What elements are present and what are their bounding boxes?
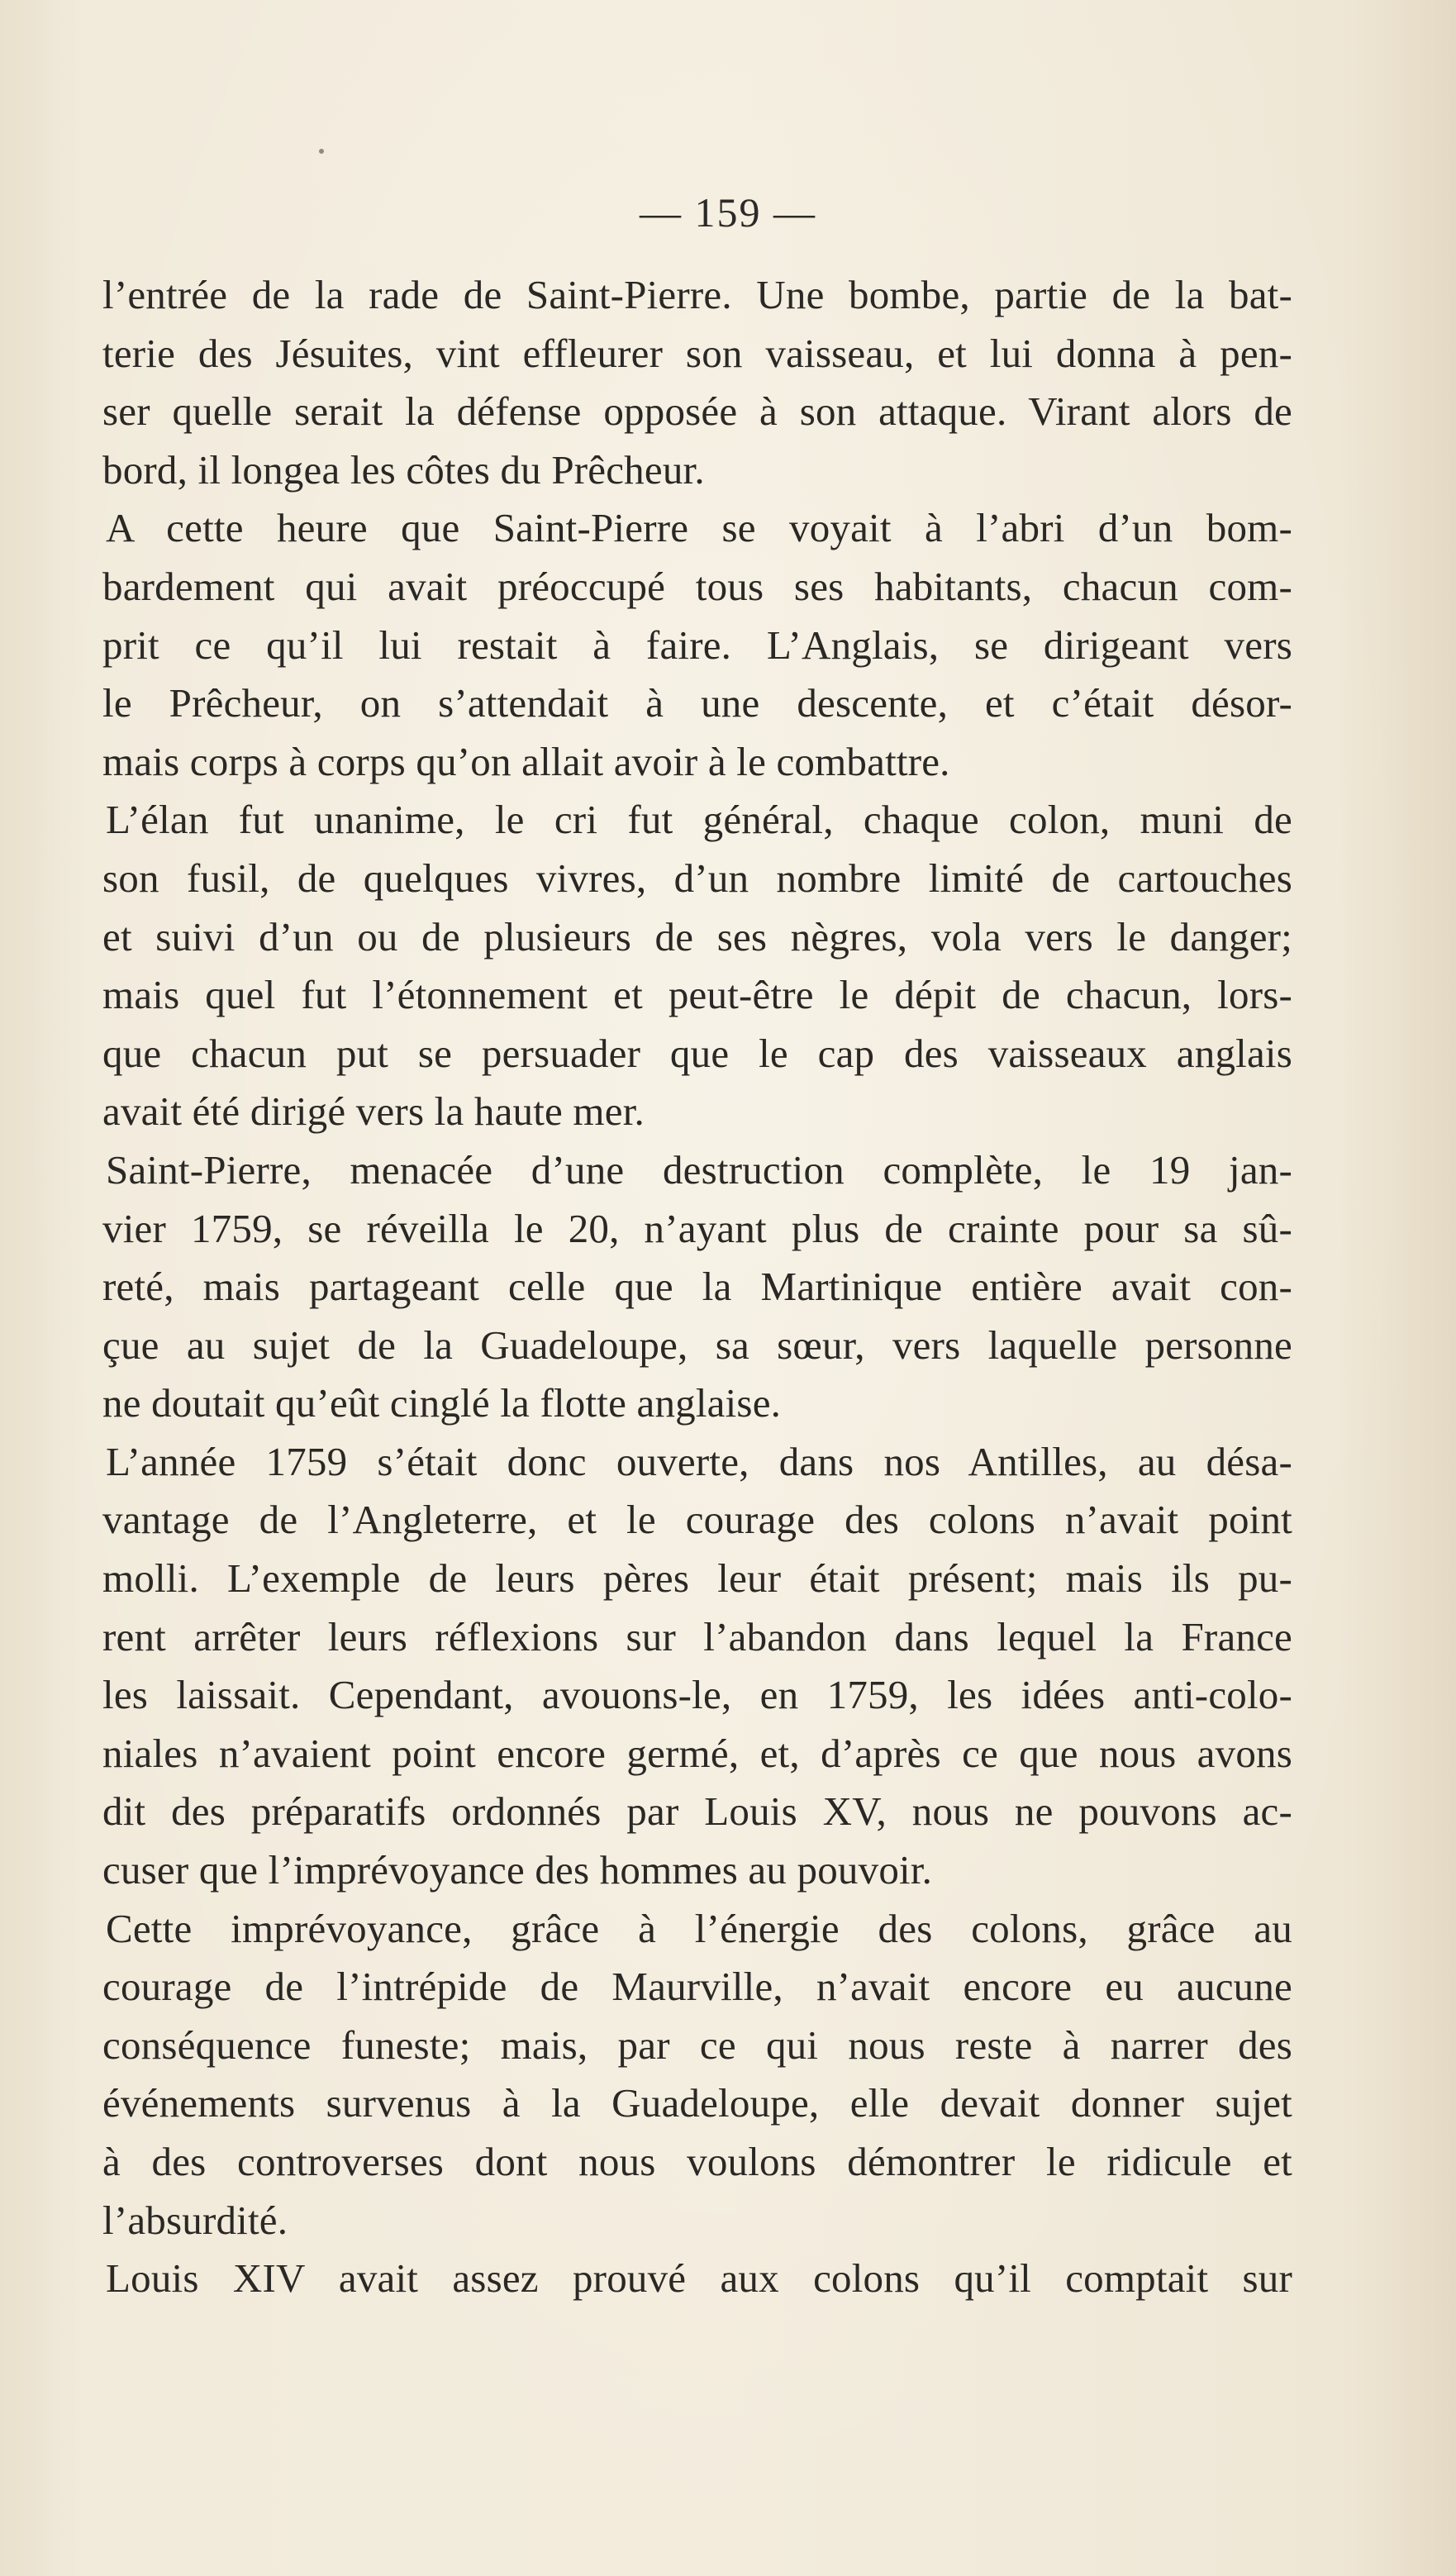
text-line: vantage de l’Angleterre, et le courage des colons n’avait point [102,1497,1292,1543]
text-line: Louis XIV avait assez prouvé aux colons qu’il comptait sur [106,2255,1292,2302]
text-line: l’entrée de la rade de Saint-Pierre. Une bombe, partie de la bat- [102,272,1292,317]
text-line: rent arrêter leurs réflexions sur l’abandon dans lequel la France [102,1613,1292,1659]
text-line: à des controverses dont nous voulons démontrer le ridicule et [102,2139,1292,2184]
text-line: A cette heure que Saint-Pierre se voyait à l’abri d’un bom- [106,505,1292,551]
text-line: son fusil, de quelques vivres, d’un nombre limité de cartouches [102,855,1292,901]
text-line: le Prêcheur, on s’attendait à une descente, et c’était désor- [102,680,1292,726]
ink-speck [319,149,324,154]
body-text [102,266,1292,2308]
text-line: Saint-Pierre, menacée d’une destruction complète, le 19 jan- [106,1146,1292,1193]
page-number: — 159 — [640,189,816,236]
text-line: çue au sujet de la Guadeloupe, sa sœur, vers laquelle personne [102,1321,1292,1368]
text-line: ne doutait qu’eût cinglé la flotte anglaise. [102,1380,782,1426]
text-line: reté, mais partageant celle que la Martinique entière avait con- [102,1264,1292,1310]
text-line: mais quel fut l’étonnement et peut-être le dépit de chacun, lors- [102,972,1292,1018]
text-line: molli. L’exemple de leurs pères leur était présent; mais ils pu- [102,1555,1292,1602]
text-line: et suivi d’un ou de plusieurs de ses nègres, vola vers le danger; [102,913,1292,959]
text-line: ser quelle serait la défense opposée à son attaque. Virant alors de [102,388,1292,435]
text-line: avait été dirigé vers la haute mer. [102,1088,645,1135]
paragraph [102,2250,1292,2308]
paragraph [102,1900,1292,2250]
text-line: dit des préparatifs ordonnés par Louis XV, nous ne pouvons ac- [102,1788,1292,1835]
text-line: bord, il longea les côtes du Prêcheur. [102,446,705,493]
text-line: conséquence funeste; mais, par ce qui nous reste à narrer des [102,2021,1292,2068]
text-line: l’absurdité. [102,2197,288,2243]
text-line: niales n’avaient point encore germé, et, d’après ce que nous avons [102,1730,1292,1776]
text-line: L’élan fut unanime, le cri fut général, chaque colon, muni de [106,797,1292,843]
text-line: Cette imprévoyance, grâce à l’énergie des colons, grâce au [106,1905,1292,1951]
text-line: bardement qui avait préoccupé tous ses habitants, chacun com- [102,563,1292,609]
text-line: prit ce qu’il lui restait à faire. L’Anglais, se dirigeant vers [102,621,1292,668]
text-line: mais corps à corps qu’on allait avoir à le combattre. [102,738,950,784]
paragraph [102,499,1292,791]
text-line: les laissait. Cependant, avouons-le, en 1759, les idées anti-colo- [102,1672,1292,1718]
text-line: courage de l’intrépide de Maurville, n’avait encore eu aucune [102,1964,1292,2010]
text-line: événements survenus à la Guadeloupe, elle devait donner sujet [102,2080,1292,2126]
paragraph [102,1433,1292,1900]
text-line: vier 1759, se réveilla le 20, n’ayant plus de crainte pour sa sû- [102,1205,1292,1251]
paragraph [102,266,1292,499]
text-line: que chacun put se persuader que le cap des vaisseaux anglais [102,1030,1292,1076]
text-line: L’année 1759 s’était donc ouverte, dans nos Antilles, au désa- [106,1438,1292,1484]
text-line: cuser que l’imprévoyance des hommes au pouvoir. [102,1847,933,1893]
text-line: terie des Jésuites, vint effleurer son vaisseau, et lui donna à pen- [102,330,1292,376]
paragraph [102,791,1292,1141]
paragraph [102,1141,1292,1433]
